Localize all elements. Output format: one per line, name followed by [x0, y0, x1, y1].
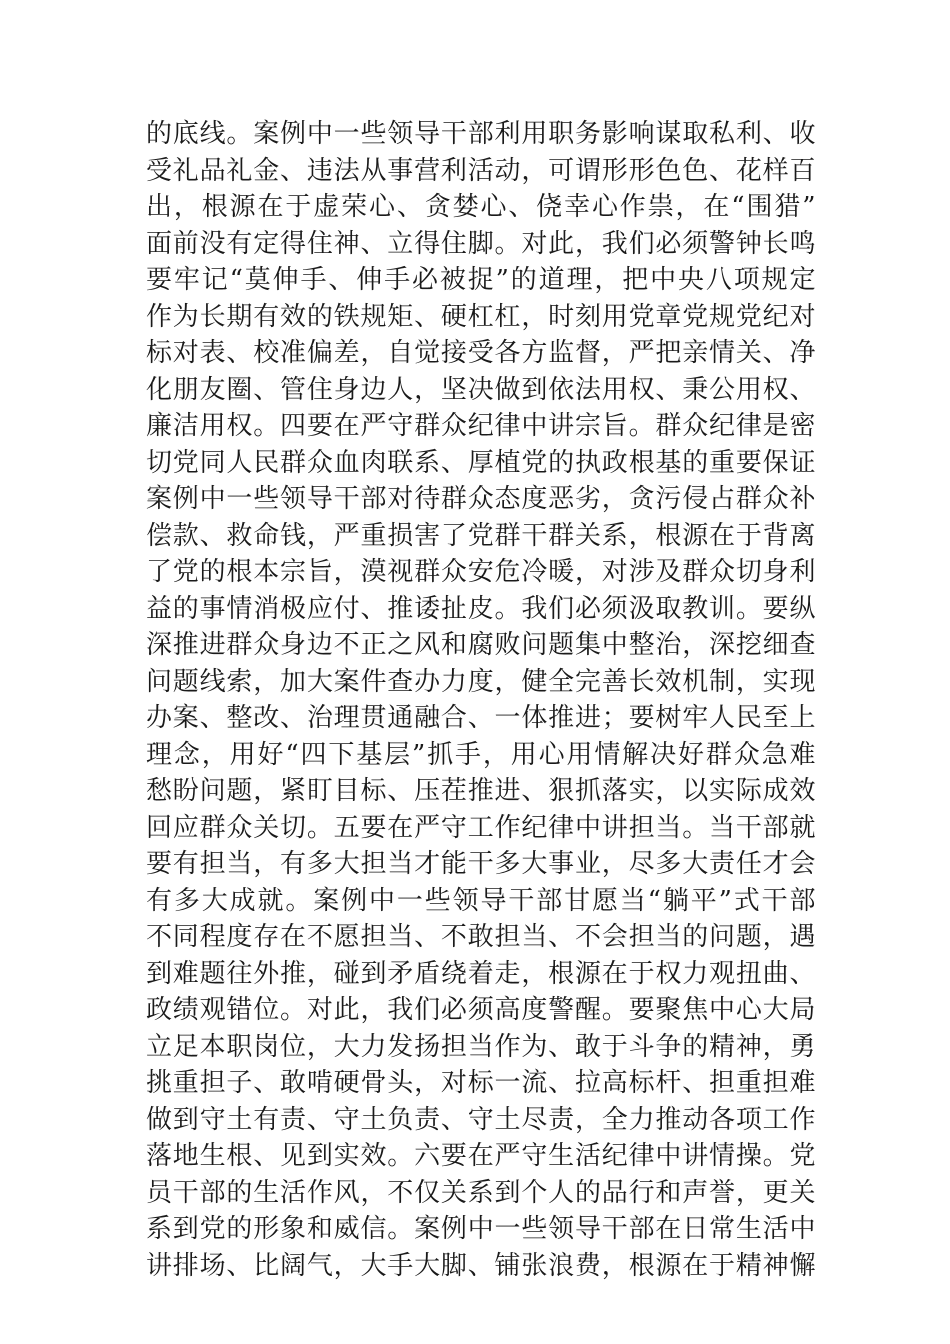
- text-line: 有多大成就。案例中一些领导干部甘愿当“躺平”式干部: [146, 885, 816, 916]
- body-text: [146, 116, 816, 1284]
- text-line: 案例中一些领导干部对待群众态度恶劣，贪污侵占群众补: [146, 484, 816, 514]
- text-line: 化朋友圈、管住身边人，坚决做到依法用权、秉公用权、: [146, 374, 816, 405]
- text-line: 讲排场、比阔气，大手大脚、铺张浪费，根源在于精神懈: [146, 1250, 816, 1281]
- text-line: 标对表、校准偏差，自觉接受各方监督，严把亲情关、净: [146, 338, 816, 368]
- text-line: 切党同人民群众血肉联系、厚植党的执政根基的重要保证: [146, 447, 816, 478]
- text-line: 偿款、救命钱，严重损害了党群干群关系，根源在于背离: [146, 520, 816, 551]
- text-line: 员干部的生活作风，不仅关系到个人的品行和声誉，更关: [146, 1177, 816, 1208]
- text-line: 出，根源在于虚荣心、贪婪心、侥幸心作祟，在“围猎”: [146, 192, 816, 222]
- text-line: 问题线索，加大案件查办力度，健全完善长效机制，实现: [146, 666, 816, 697]
- text-line: 系到党的形象和威信。案例中一些领导干部在日常生活中: [146, 1214, 816, 1244]
- text-line: 理念，用好“四下基层”抓手，用心用情解决好群众急难: [146, 739, 816, 770]
- text-line: 立足本职岗位，大力发扬担当作为、敢于斗争的精神，勇: [146, 1031, 816, 1062]
- text-line: 益的事情消极应付、推诿扯皮。我们必须汲取教训。要纵: [146, 593, 816, 624]
- text-line: 办案、整改、治理贯通融合、一体推进；要树牢人民至上: [146, 703, 816, 733]
- text-line: 回应群众关切。五要在严守工作纪律中讲担当。当干部就: [146, 812, 816, 843]
- text-line: 要牢记“莫伸手、伸手必被捉”的道理，把中央八项规定: [146, 265, 816, 295]
- text-line: 不同程度存在不愿担当、不敢担当、不会担当的问题，遇: [146, 922, 816, 952]
- text-line: 到难题往外推，碰到矛盾绕着走，根源在于权力观扭曲、: [146, 958, 816, 989]
- text-line: 挑重担子、敢啃硬骨头，对标一流、拉高标杆、担重担难: [146, 1068, 816, 1098]
- text-line: 廉洁用权。四要在严守群众纪律中讲宗旨。群众纪律是密: [146, 411, 816, 441]
- text-line: 了党的根本宗旨，漠视群众安危冷暖，对涉及群众切身利: [146, 557, 816, 587]
- text-line: 深推进群众身边不正之风和腐败问题集中整治，深挖细查: [146, 630, 816, 660]
- text-line: 受礼品礼金、违法从事营利活动，可谓形形色色、花样百: [146, 155, 816, 186]
- text-line: 的底线。案例中一些领导干部利用职务影响谋取私利、收: [146, 119, 816, 149]
- text-line: 政绩观错位。对此，我们必须高度警醒。要聚焦中心大局: [146, 995, 816, 1025]
- text-line: 落地生根、见到实效。六要在严守生活纪律中讲情操。党: [146, 1141, 816, 1171]
- text-line: 要有担当，有多大担当才能干多大事业，尽多大责任才会: [146, 849, 816, 879]
- text-line: 愁盼问题，紧盯目标、压茬推进、狠抓落实，以实际成效: [146, 776, 816, 806]
- text-line: 面前没有定得住神、立得住脚。对此，我们必须警钟长鸣: [146, 228, 816, 259]
- text-line: 作为长期有效的铁规矩、硬杠杠，时刻用党章党规党纪对: [146, 301, 816, 332]
- text-line: 做到守土有责、守土负责、守土尽责，全力推动各项工作: [146, 1104, 816, 1135]
